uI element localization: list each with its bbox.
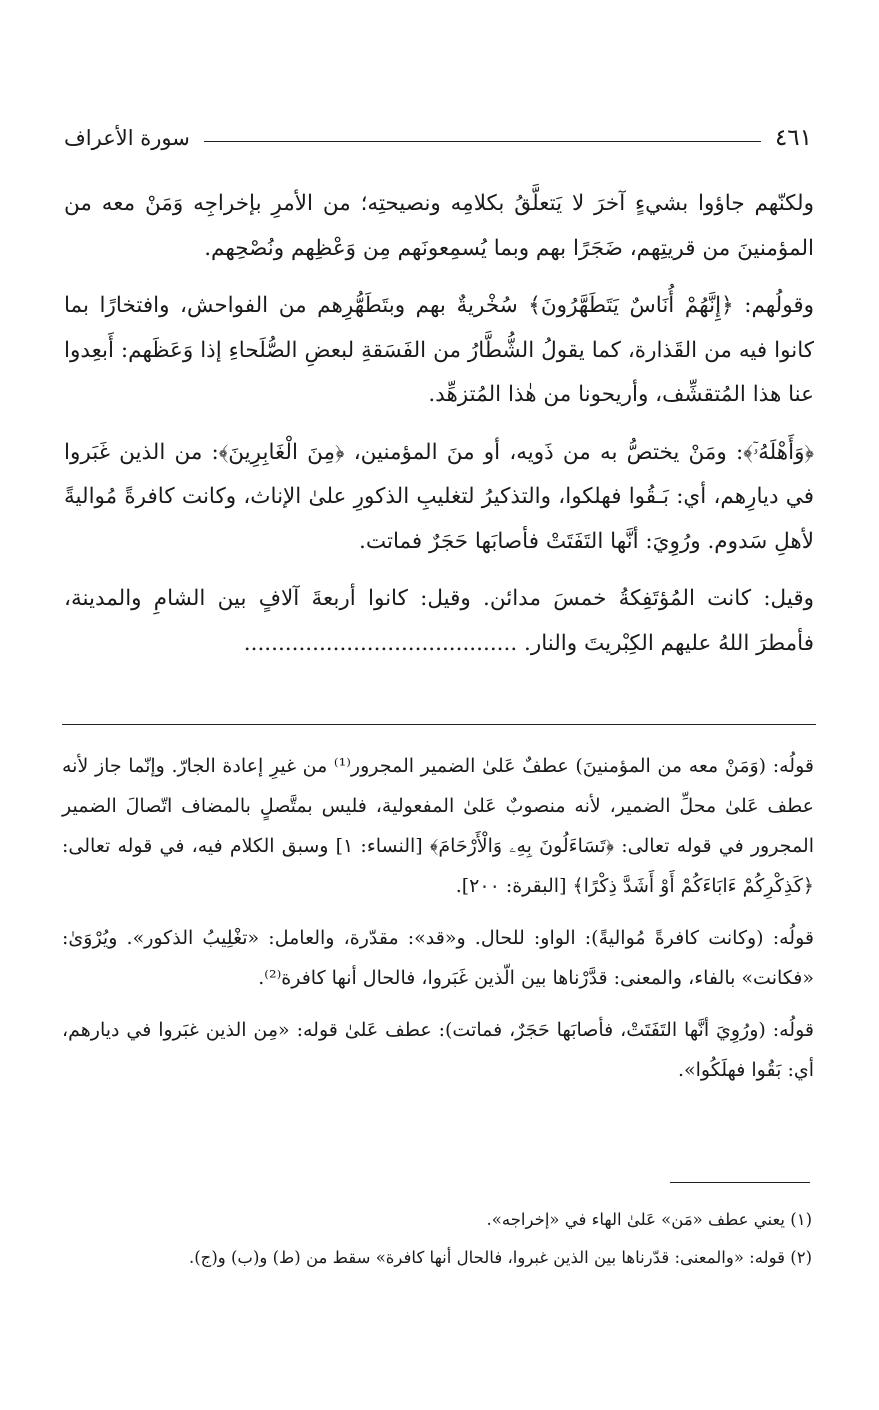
footnote: (٢) قوله: «والمعنى: قدّرناها بين الذين غبروا، فالحال أنها كافرة» سقط من (ط) و(ب) و(ج). <box>188 1248 812 1267</box>
main-paragraph: وقيل: كانت المُؤتَفِكةُ خمسَ مدائن. وقيل: كانوا أربعةَ آلافٍ بين الشامِ والمدينة، فأمطرَ اللهُ عليهم الكِبْريتَ والنار. ........................................ <box>64 586 814 656</box>
main-paragraph: ولكنّهم جاؤوا بشيءٍ آخرَ لا يَتعلَّقُ بكلامِه ونصيحتِه؛ من الأمرِ بإخراجِه وَمَنْ معه من المؤمنينَ من قريتِهم، ضَجَرًا بهم وبما يُسمِعونَهم مِن وَعْظِهم ونُصْحِهم. <box>64 191 814 261</box>
commentary-section <box>62 746 814 1102</box>
main-paragraph: ﴿وَأَهْلَهُۥٓ﴾: ومَنْ يختصُّ به من ذَويه، أو منَ المؤمنين، ﴿مِنَ الْغَابِرِينَ﴾: من الذين غَبَروا في ديارِهم، أي: بَـقُوا فهلكوا، والتذكيرُ لتغليبِ الذكورِ علىٰ الإناث، وكانت كافرةً مُواليةً لأهلِ سَدوم. ورُوِيَ: أنَّها التَفَتَتْ فأصابَها حَجَرٌ فماتت. <box>64 439 814 554</box>
header-rule <box>204 141 761 142</box>
commentary-paragraph: قولُه: (وكانت كافرةً مُواليةً): الواو: للحال. و«قد»: مقدّرة، والعامل: «تغْلِيبُ الذكور». ويُرْوَىٰ: «فكانت» بالفاء، والمعنى: قدَّرْناها بين الّذين غَبَروا، فالحال أنها كافرة⁽²⁾. <box>62 927 814 989</box>
surah-title: سورة الأعراف <box>64 126 190 150</box>
page-header <box>64 118 812 158</box>
footnote-divider <box>670 1182 810 1183</box>
commentary-paragraph: قولُه: (ورُوِيَ أنَّها التَفَتَتْ، فأصابَها حَجَرٌ، فماتت): عطف عَلىٰ قوله: «مِن الذين غبَروا في ديارهم، أي: بَقُوا فهلَكُوا». <box>62 1019 814 1081</box>
commentary-paragraph: قولُه: (وَمَنْ معه من المؤمنينَ) عطفٌ عَلىٰ الضمير المجرور⁽¹⁾ من غيرِ إعادة الجارّ. وإنّما جاز لأنه عطف عَلىٰ محلِّ الضمير، لأنه منصوبٌ عَلىٰ المفعولية، فليس بمتَّصلٍ بالمضاف اتّصالَ الضمير المجرور في قوله تعالى: ﴿تَسَاءَلُونَ بِهِۦ وَالْأَرْحَامَ﴾ [النساء: ١] وسبق الكلام فيه، في قوله تعالى: ﴿كَذِكْرِكُمْ ءَابَاءَكُمْ أَوْ أَشَدَّ ذِكْرًا﴾ [البقرة: ٢٠٠]. <box>62 755 814 897</box>
main-text <box>64 182 814 679</box>
section-divider <box>62 724 816 725</box>
footnote: (١) يعني عطف «مَن» عَلىٰ الهاء في «إخراجه». <box>486 1210 812 1229</box>
page-number: ٤٦١ <box>774 125 812 151</box>
footnotes <box>62 1204 812 1280</box>
main-paragraph: وقولُهم: ﴿إِنَّهُمْ أُنَاسٌ يَتَطَهَّرُونَ﴾ سُخْريةٌ بهم وبتَطَهُّرِهم من الفواحش، وافتخارًا بما كانوا فيه من القَذارة، كما يقولُ الشُّطَّارُ من الفَسَقةِ لبعضِ الصُّلَحاءِ إذا وَعَظَهم: أَبعِدوا عنا هذا المُتقشِّف، وأريحونا من هٰذا المُتزهِّد. <box>64 293 814 407</box>
